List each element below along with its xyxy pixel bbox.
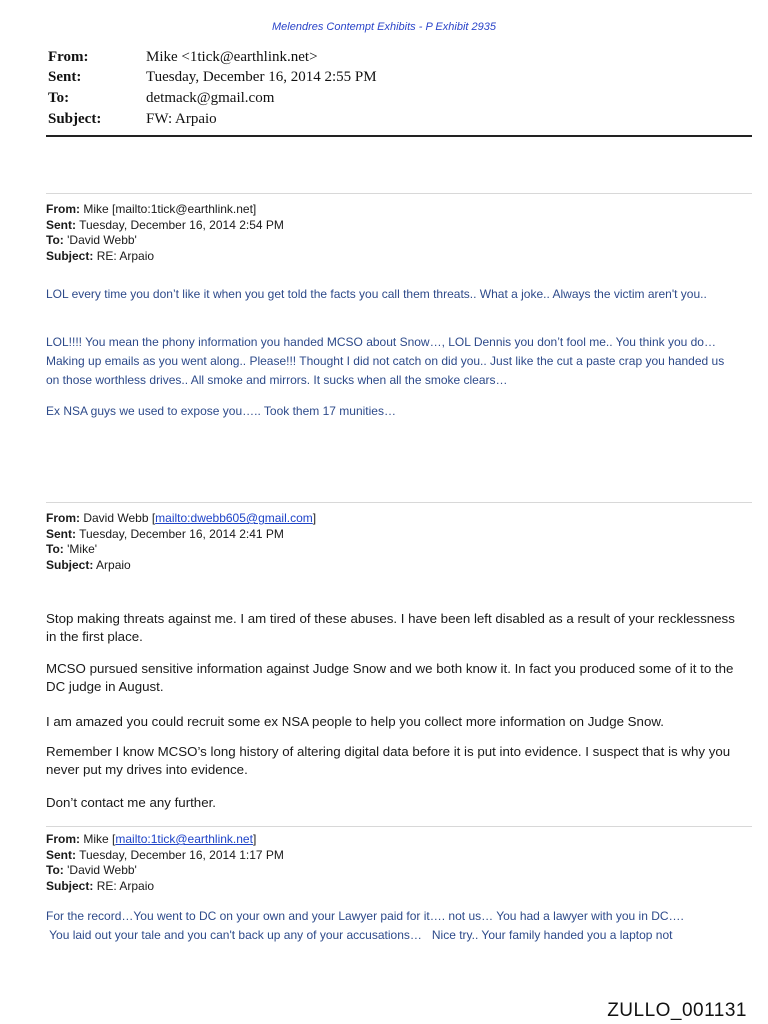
msg1-paragraph: LOL!!!! You mean the phony information you handed MCSO about Snow…, LOL Dennis you don’t fool me.. You think you do…Making up emails as you went along.. Please!!! Thought I did not catch on did you.. Just like the cut a paste crap you handed us on those worthless drives.. All smoke and mirrors. It sucks when all the smoke clears… (46, 335, 725, 387)
msg3-subject-value: RE: Arpaio (96, 878, 155, 893)
msg3-sent-value: Tuesday, December 16, 2014 1:17 PM (79, 847, 284, 862)
msg3-subject-label: Subject: (46, 878, 94, 893)
msg1-from-value: Mike [mailto:1tick@earthlink.net] (83, 202, 257, 216)
exhibit-title: Melendres Contempt Exhibits - P Exhibit 2935 (272, 21, 496, 33)
to-value: detmack@gmail.com (146, 90, 275, 106)
msg3-paragraph-line: You laid out your tale and you can't back up any of your accusations… Nice try.. Your family handed you a laptop not (46, 928, 673, 942)
msg2-paragraph: Don’t contact me any further. (46, 795, 216, 810)
message-divider (46, 826, 752, 827)
msg1-paragraph: Ex NSA guys we used to expose you….. Took them 17 munities… (46, 404, 396, 418)
subject-label: Subject: (48, 111, 102, 127)
msg1-sent-value: Tuesday, December 16, 2014 2:54 PM (79, 217, 284, 232)
msg3-sent-label: Sent: (46, 847, 76, 862)
msg2-paragraph: I am amazed you could recruit some ex NSA people to help you collect more information on Judge Snow. (46, 714, 664, 729)
msg3-from-name: Mike (83, 832, 109, 846)
message-divider (46, 502, 752, 503)
sent-label: Sent: (48, 69, 82, 85)
msg2-mailto-link[interactable]: mailto:dwebb605@gmail.com (155, 511, 313, 525)
to-label: To: (48, 90, 70, 106)
msg1-subject-value: RE: Arpaio (96, 248, 155, 263)
msg2-from-name: David Webb (83, 511, 149, 525)
msg1-subject-label: Subject: (46, 248, 94, 263)
msg3-header: From: Mike [mailto:1tick@earthlink.net] Sent: Tuesday, December 16, 2014 1:17 PM To: 'David Webb' Subject: RE: Arpaio (46, 832, 284, 893)
bates-number: ZULLO_001131 (607, 1000, 747, 1021)
msg2-subject-value: Arpaio (96, 557, 131, 572)
msg3-paragraph-line: For the record…You went to DC on your own and your Lawyer paid for it…. not us… You had a lawyer with you in DC…. (46, 909, 684, 923)
header-divider (46, 135, 752, 137)
sent-value: Tuesday, December 16, 2014 2:55 PM (146, 69, 377, 85)
msg2-sent-label: Sent: (46, 526, 76, 541)
msg3-from-label: From: (46, 832, 80, 846)
msg1-paragraph: LOL every time you don’t like it when you get told the facts you call them threats.. What a joke.. Always the victim aren't you.. (46, 287, 707, 301)
msg3-to-label: To: (46, 863, 64, 877)
msg1-sent-label: Sent: (46, 217, 76, 232)
msg2-to-label: To: (46, 542, 64, 556)
msg1-header (46, 202, 284, 264)
msg2-subject-label: Subject: (46, 557, 94, 572)
msg2-header: From: David Webb [mailto:dwebb605@gmail.com] Sent: Tuesday, December 16, 2014 2:41 PM To: 'Mike' Subject: Arpaio (46, 511, 317, 572)
msg2-paragraph: Remember I know MCSO’s long history of altering digital data before it is put into evidence. I suspect that is why you never put my drives into evidence. (46, 744, 731, 777)
msg2-from-label: From: (46, 511, 80, 525)
msg1-to-label: To: (46, 233, 64, 247)
msg2-paragraph: MCSO pursued sensitive information against Judge Snow and we both know it. In fact you produced some of it to the DC judge in August. (46, 661, 734, 694)
msg1-to-value: 'David Webb' (67, 233, 137, 247)
msg2-sent-value: Tuesday, December 16, 2014 2:41 PM (79, 526, 284, 541)
msg2-to-value: 'Mike' (67, 542, 98, 556)
msg1-from-label: From: (46, 202, 80, 216)
msg2-paragraph: Stop making threats against me. I am tired of these abuses. I have been left disabled as a result of your recklessness in the first place. (46, 611, 735, 644)
msg3-to-value: 'David Webb' (67, 863, 137, 877)
msg3-mailto-link[interactable]: mailto:1tick@earthlink.net (115, 832, 253, 846)
from-value: Mike <1tick@earthlink.net> (146, 49, 318, 65)
subject-value: FW: Arpaio (146, 111, 217, 127)
message-divider (46, 193, 752, 194)
from-label: From: (48, 49, 89, 65)
